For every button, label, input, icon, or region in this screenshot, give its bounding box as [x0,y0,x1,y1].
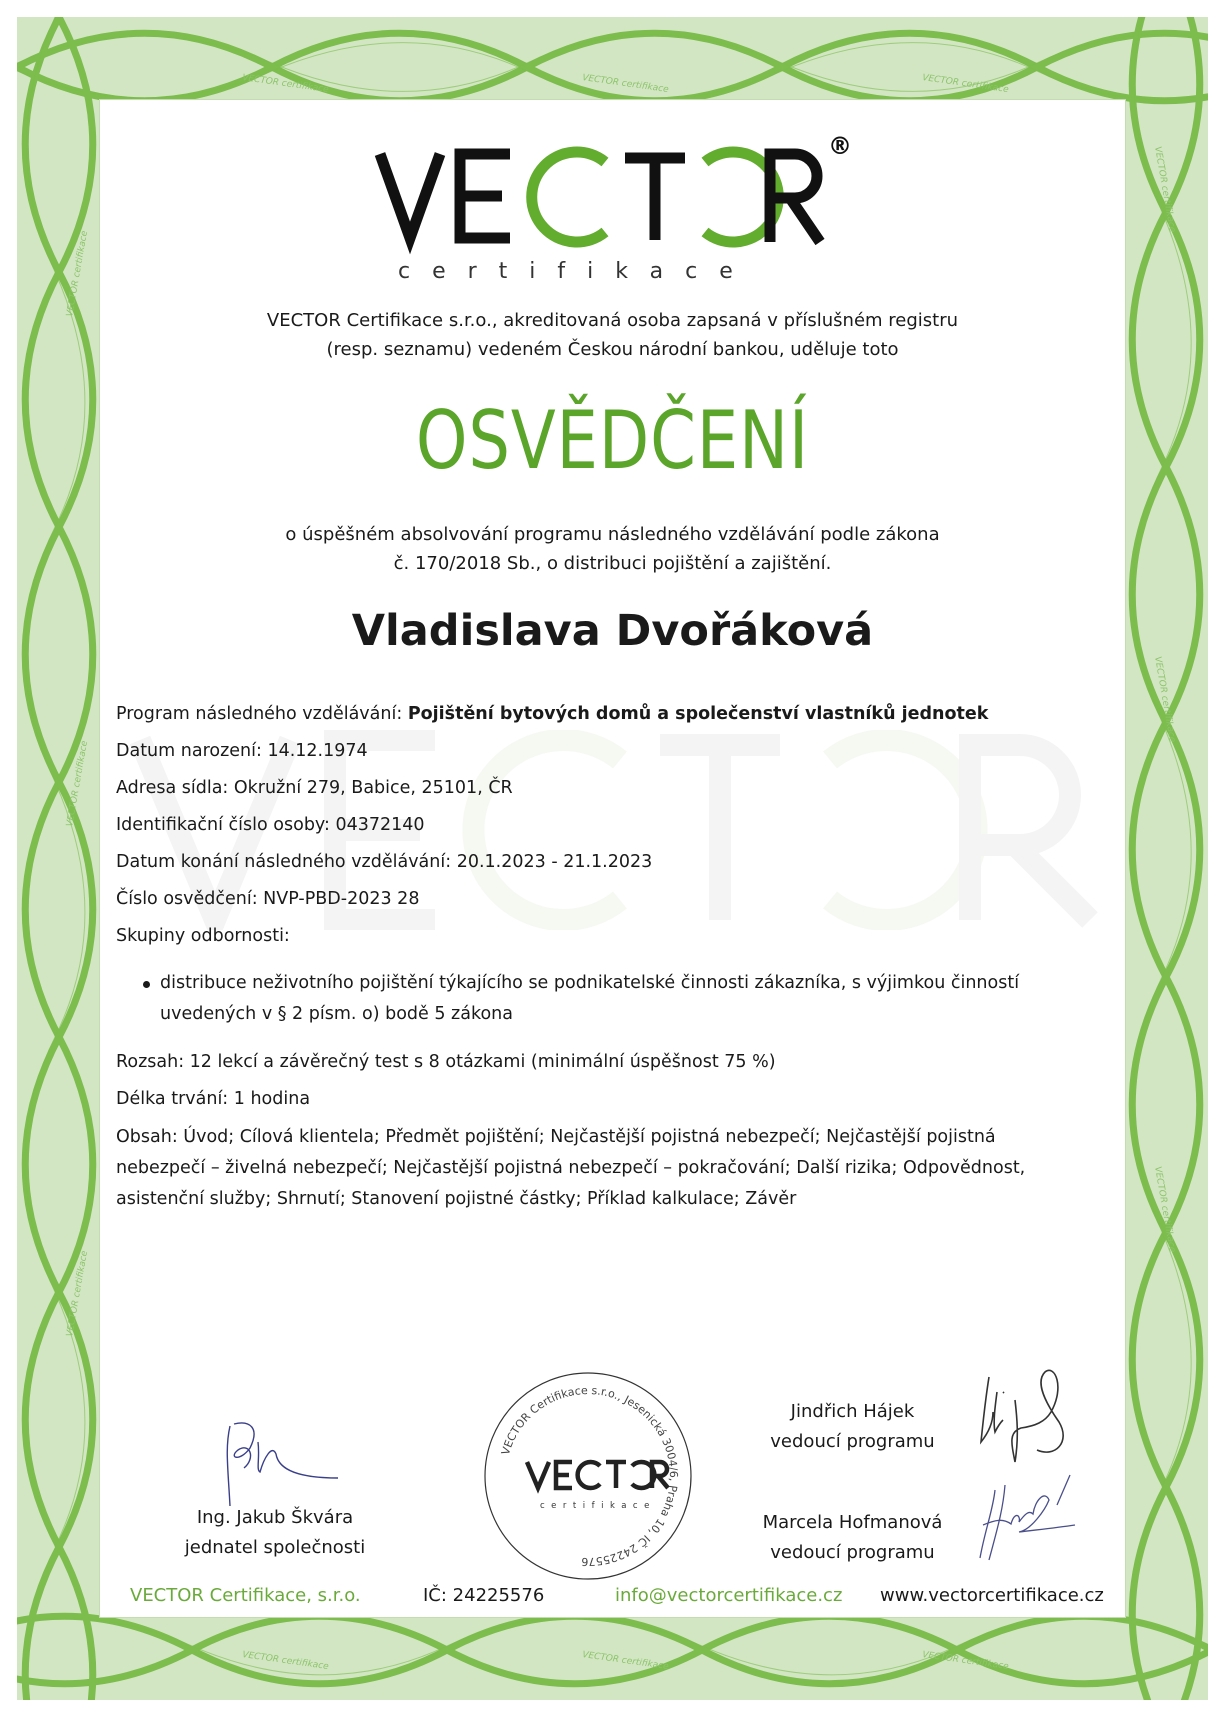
company-stamp-icon [482,1370,694,1582]
certificate-subtitle [150,520,1075,578]
signatory-role: vedoucí programu [770,1431,935,1452]
signature-hofmanova-icon [975,1470,1085,1565]
subtitle-line2: č. 170/2018 Sb., o distribuci pojištění a zajištění. [393,553,832,574]
svg-text:VECTOR certifikace: VECTOR certifikace [241,73,330,96]
certificate-details [116,700,1116,1215]
svg-text:VECTOR Certifikace s.r.o., Jes: VECTOR Certifikace s.r.o., Jesenická 3004/6, Praha 10, IČ 24225576 [498,1383,681,1569]
program-line [116,700,1116,737]
certificate-title: OSVĚDČENÍ [415,394,810,487]
recipient-name: Vladislava Dvořáková [351,606,874,656]
svg-text:VECTOR certifikace: VECTOR certifikace [65,1250,91,1338]
certificate-number: Číslo osvědčení: NVP-PBD-2023 28 [116,889,420,909]
svg-text:VECTOR certifikace: VECTOR certifikace [1152,145,1178,234]
signature-skvara-icon [220,1418,340,1513]
footer-email-link[interactable]: info@vectorcertifikace.cz [615,1585,843,1606]
svg-text:VECTOR certifikace: VECTOR certifikace [581,73,670,96]
scope: Rozsah: 12 lekcí a závěrečný test s 8 otázkami (minimální úspěšnost 75 %) [116,1052,776,1072]
issuer-statement-line1: VECTOR Certifikace s.r.o., akreditovaná osoba zapsaná v příslušném registru [266,310,959,331]
signatory-name: Jindřich Hájek [790,1401,915,1422]
issuer-statement-line2: (resp. seznamu) vedeném Českou národní bankou, uděluje toto [326,339,899,360]
issuer-statement [200,306,1025,364]
subtitle-line1: o úspěšném absolvování programu následného vzdělávání podle zákona [285,524,940,545]
expertise-groups-list [116,968,1116,1030]
svg-text:VECTOR certifikace: VECTOR certifikace [921,1650,1010,1673]
vector-logo-icon [350,120,870,290]
footer-ico: IČ: 24225576 [423,1585,545,1606]
svg-text:certifikace: certifikace [398,259,755,284]
svg-text:VECTOR certifikace: VECTOR certifikace [1152,655,1178,744]
signatory-role: vedoucí programu [770,1542,935,1563]
footer-website-link[interactable]: www.vectorcertifikace.cz [880,1585,1104,1606]
svg-text:VECTOR certifikace: VECTOR certifikace [581,1650,670,1673]
content: Obsah: Úvod; Cílová klientela; Předmět pojištění; Nejčastější pojistná nebezpečí; Nejčastější pojistná nebezpečí – živelná nebezpečí; Nejčastější pojistná nebezpečí – pokračování; Další rizika; Odpovědnost, asistenční služby; Shrnutí; Stanovení pojistné částky; Příklad kalkulace; Závěr [116,1127,1026,1209]
duration: Délka trvání: 1 hodina [116,1089,311,1109]
signatory-hajek [740,1397,965,1457]
program-label: Program následného vzdělávání: [116,704,403,724]
svg-text:VECTOR certifikace: VECTOR certifikace [921,73,1010,96]
svg-text:certifikace: certifikace [540,1501,656,1511]
training-dates: Datum konání následného vzdělávání: 20.1.2023 - 21.1.2023 [116,852,653,872]
signatory-skvara [140,1503,410,1563]
signatory-role: jednatel společnosti [184,1537,366,1558]
birth-date: Datum narození: 14.12.1974 [116,741,368,761]
svg-text:VECTOR certifikace: VECTOR certifikace [65,740,91,828]
svg-text:VECTOR certifikace: VECTOR certifikace [241,1650,330,1673]
address: Adresa sídla: Okružní 279, Babice, 25101, ČR [116,778,513,798]
expertise-groups-label: Skupiny odbornosti: [116,926,290,946]
id-number: Identifikační číslo osoby: 04372140 [116,815,425,835]
signatory-name: Ing. Jakub Škvára [196,1507,354,1528]
signatory-hofmanova [740,1508,965,1568]
list-item: distribuce neživotního pojištění týkajícího se podnikatelské činnosti zákazníka, s výjimkou činností uvedených v § 2 písm. o) bodě 5 zákona [160,968,1080,1030]
svg-text:VECTOR certifikace: VECTOR certifikace [65,230,91,318]
vector-logo [350,120,870,290]
signature-hajek-icon [975,1362,1075,1477]
footer-company: VECTOR Certifikace, s.r.o. [130,1585,361,1606]
program-value: Pojištění bytových domů a společenství vlastníků jednotek [407,704,989,724]
svg-text:VECTOR certifikace: VECTOR certifikace [1152,1165,1178,1254]
signatory-name: Marcela Hofmanová [762,1512,943,1533]
svg-text:®: ® [828,132,852,160]
